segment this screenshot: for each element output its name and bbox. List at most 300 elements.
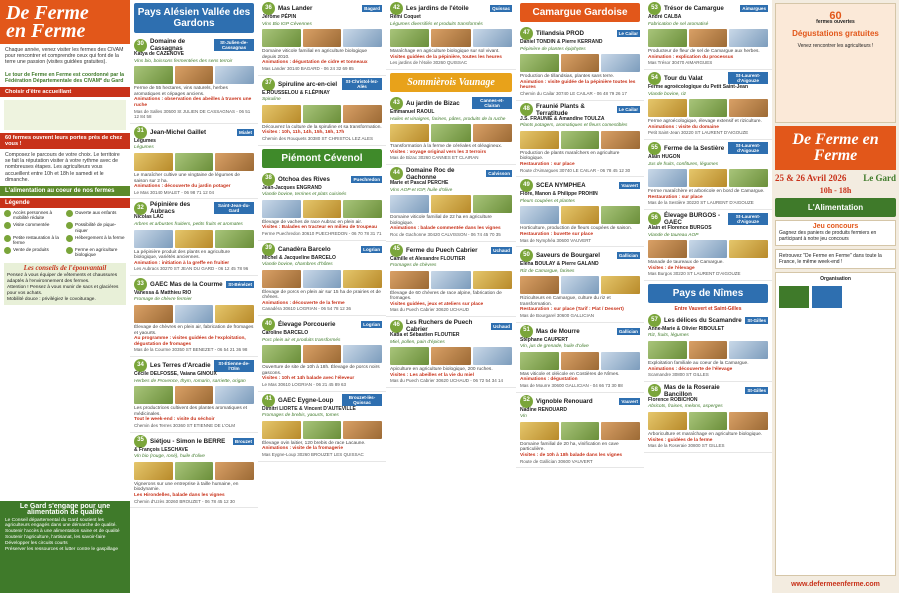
farm-number: 50 bbox=[520, 249, 533, 262]
farm-name: Siétjou - Simon le BERRE bbox=[150, 437, 226, 445]
farm-photo bbox=[601, 422, 640, 440]
farm-number: 41 bbox=[262, 394, 275, 407]
farm-photo bbox=[303, 29, 342, 47]
farm-town: Aimargues bbox=[742, 6, 766, 11]
farm-products: Viande bovine, chambres d'hôtes bbox=[262, 262, 333, 268]
farm-photo bbox=[729, 240, 768, 258]
region-header-alesien: Pays Alésien Vallée des Gardons bbox=[134, 3, 254, 33]
farm-photo bbox=[390, 124, 429, 142]
farm-number: 45 bbox=[390, 244, 403, 257]
farm-entry bbox=[386, 165, 516, 242]
farm-town: St-Gilles bbox=[747, 388, 766, 394]
farm-photos bbox=[648, 240, 768, 258]
farm-owner: Jean-Jacques ENGRAND bbox=[262, 184, 322, 191]
farm-address: Mas de la Sestière 30220 ST LAURENT D'AIGOUZE bbox=[648, 200, 754, 206]
farm-entry bbox=[130, 199, 258, 276]
cover-alim-title: L'Alimentation bbox=[775, 198, 896, 217]
farm-photo bbox=[175, 386, 214, 404]
farm-address: Route d'Aimargues 30740 LE CAILAR - 06 78 45 12 30 bbox=[520, 167, 631, 173]
farm-entry bbox=[516, 323, 644, 393]
farm-photo bbox=[561, 54, 600, 72]
farm-photos bbox=[520, 352, 640, 370]
farm-photo bbox=[215, 386, 254, 404]
farm-owner: Cécile DELFOSSE, Vaiana GINOUX bbox=[134, 371, 217, 378]
farm-photo bbox=[601, 352, 640, 370]
brand-banner bbox=[0, 0, 130, 44]
farm-photos bbox=[520, 276, 640, 294]
farm-activity: Visites : 10h, 11h, 14h, 15h, 16h, 17h bbox=[262, 130, 345, 136]
farm-description: Producteur de fleur de sel de Camargue aux herbes. bbox=[648, 49, 760, 55]
farm-photos bbox=[262, 270, 382, 288]
farm-address: Chemin des Terres 30360 ST ETIENNE DE L'OLM bbox=[134, 423, 235, 428]
farm-description: La pépinière produit des plants en agriculture biologique, variétés anciennes. bbox=[134, 249, 231, 261]
farm-address: Canadèra 30610 LOGRIAN - 06 54 78 12 36 bbox=[262, 306, 352, 312]
farm-products: Fleurs coupées et plantes bbox=[520, 198, 575, 204]
farm-header bbox=[134, 201, 254, 215]
farm-photo bbox=[561, 352, 600, 370]
farm-photo bbox=[175, 66, 214, 84]
legend-title: Légende bbox=[0, 198, 130, 208]
farm-number: 37 bbox=[262, 78, 275, 91]
farm-address: Mas du Puech Cabrier 30620 UCHAUD bbox=[390, 307, 470, 313]
cover-count-label: fermes ouvertes bbox=[816, 19, 855, 25]
engage-title: Le Gard s'engage pour une alimentation de qualité bbox=[19, 503, 111, 516]
farm-number: 34 bbox=[134, 359, 147, 372]
farm-list bbox=[644, 0, 772, 281]
cover-tagline: Venez rencontrer les agriculteurs ! bbox=[797, 43, 874, 49]
farm-entry bbox=[386, 242, 516, 318]
alimentation-bar: L'alimentation au coeur de nos fermes bbox=[0, 186, 130, 196]
choose-bar: Choisir d'être accueillant bbox=[0, 87, 130, 97]
farm-products: Viande bovine, terrines et plats cuisinés bbox=[262, 192, 347, 198]
farm-description: Élevage de porcs en plein air sur 15 ha de prairies et de chênes. bbox=[262, 289, 381, 301]
farm-photos bbox=[134, 230, 254, 248]
farm-description: Apiculture en agriculture biologique, 200 ruches. bbox=[390, 367, 493, 373]
farm-photos bbox=[648, 99, 768, 117]
farm-name: Élevage BURGOS - GAEC bbox=[664, 211, 721, 226]
farm-entry bbox=[644, 140, 772, 210]
organic-icon bbox=[66, 247, 73, 254]
farm-products: Viande de taureau AOP bbox=[648, 232, 699, 238]
brand-title-line1: De Ferme bbox=[6, 2, 89, 24]
farm-photo bbox=[262, 270, 301, 288]
farm-products: Porc plein air et produits transformés bbox=[262, 337, 341, 343]
farm-address: Les jardins de l'étoile 30260 QUISSAC bbox=[390, 60, 468, 66]
farm-photos bbox=[134, 153, 254, 171]
farm-activity: Animations : dégustation de cidre et tonneaux bbox=[262, 60, 368, 66]
farm-address: Le Mas 30140 MIALET - 06 98 71 12 04 bbox=[134, 189, 214, 195]
farm-photo bbox=[648, 169, 687, 187]
farm-name: Au jardin de Bizac bbox=[406, 99, 460, 107]
farm-entry bbox=[258, 0, 386, 76]
farm-town: Bagard bbox=[364, 6, 380, 11]
farm-photos bbox=[262, 29, 382, 47]
farm-photos bbox=[262, 200, 382, 218]
farm-photo bbox=[262, 345, 301, 363]
farm-town: Calvisson bbox=[488, 171, 510, 177]
farm-header bbox=[648, 384, 768, 398]
farm-photo bbox=[343, 270, 382, 288]
farm-photo bbox=[431, 347, 470, 365]
farm-name: Les Terres d'Arcadie bbox=[150, 362, 211, 370]
farm-town: Uchaud bbox=[493, 247, 510, 253]
farm-town: Cannes-et-Clairan bbox=[472, 97, 512, 109]
farm-owner: Alain HUGON bbox=[648, 153, 681, 160]
farm-photo bbox=[648, 341, 687, 359]
legend-item: Hébergement à la ferme bbox=[66, 235, 126, 245]
farm-products: Viande bovine, riz bbox=[648, 91, 687, 97]
farm-town: Mialet bbox=[238, 129, 252, 135]
farm-owner: Stéphane CAUPERT bbox=[520, 336, 569, 343]
farm-photos bbox=[390, 124, 512, 142]
farm-photo bbox=[601, 276, 640, 294]
cover-column bbox=[772, 0, 899, 593]
farm-photos bbox=[134, 66, 254, 84]
farm-photo bbox=[520, 276, 559, 294]
farm-number: 36 bbox=[262, 2, 275, 15]
cover-dates: 25 & 26 Avril 2026 bbox=[775, 173, 847, 183]
farm-description: Élevage ovin laitier, 120 brebis de race Lacaune. bbox=[262, 440, 366, 446]
farm-photo bbox=[601, 54, 640, 72]
farm-description: Domaine viticole familial en agriculture biologique depuis 2010. bbox=[262, 49, 368, 60]
farm-photo bbox=[648, 29, 687, 47]
farm-products: Fabrication de sel aromatisé bbox=[648, 21, 709, 27]
farm-description: Élevage de vaches de race Aubrac en plein air. bbox=[262, 219, 363, 225]
farm-activity: Les Hirondelles, balade dans les vignes bbox=[134, 492, 225, 498]
farm-name: SCEA NYMPHEA bbox=[536, 182, 586, 190]
farm-photo bbox=[520, 54, 559, 72]
farm-description: Élevage de 60 chèvres de race alpine, fabrication de fromages. bbox=[390, 290, 502, 302]
farm-name: Trésor de Camargue bbox=[664, 5, 724, 12]
farm-name: Jean-Michel Gaillet bbox=[150, 128, 207, 136]
farm-number: 35 bbox=[134, 435, 147, 448]
region-header-camargue: Camargue Gardoise bbox=[520, 3, 640, 22]
farm-activity: Visites : guidées de la ferme bbox=[648, 437, 713, 443]
logos bbox=[779, 286, 892, 308]
farm-entry bbox=[644, 210, 772, 281]
farm-town: St-Laurent-d'Aigouze bbox=[728, 72, 768, 84]
farm-photo bbox=[561, 276, 600, 294]
farm-photo bbox=[561, 131, 600, 149]
conseil-item: Pensez à vous équiper de vêtements et chaussures adaptés à l'environnement des fermes. bbox=[7, 273, 118, 285]
farm-photo bbox=[343, 345, 382, 363]
cover-panel bbox=[772, 0, 899, 593]
column-6 bbox=[644, 0, 772, 593]
conseil-item: Mobilité douce : privilégiez le covoiturage. bbox=[7, 296, 96, 302]
farm-number: 42 bbox=[390, 2, 403, 15]
column-3 bbox=[258, 0, 386, 593]
farm-header bbox=[134, 38, 254, 52]
farm-address: Chemin du Cailar 30740 LE CAILAR - 06 48 79 26 17 bbox=[520, 90, 627, 96]
farm-photo bbox=[215, 462, 254, 480]
farm-photos bbox=[134, 462, 254, 480]
picnic-icon bbox=[66, 222, 73, 229]
farm-owner: André CALBA bbox=[648, 14, 682, 20]
farm-photo bbox=[303, 200, 342, 218]
farm-number: 53 bbox=[648, 2, 661, 15]
farm-owner: Vanessa & Matthieu RIO bbox=[134, 289, 192, 296]
farm-photo bbox=[303, 105, 342, 123]
farm-photo bbox=[343, 200, 382, 218]
farm-town: St-Laurent-d'Aigouze bbox=[728, 213, 768, 225]
farm-town: Logrian bbox=[363, 322, 380, 328]
farm-list bbox=[258, 171, 386, 462]
farm-owner: Dimitri LIORTE & Vincent D'AUTEVILLE bbox=[262, 405, 356, 412]
farm-photo bbox=[473, 271, 512, 289]
farm-name: Ferme de la Sestière bbox=[664, 144, 725, 152]
farm-activity: Animations : visite de la fromagerie bbox=[262, 446, 344, 452]
farm-header bbox=[262, 394, 382, 407]
farm-number: 58 bbox=[648, 384, 661, 397]
farm-description: Découvrez la culture de la spiruline et sa transformation. bbox=[262, 124, 382, 130]
farm-photo bbox=[601, 131, 640, 149]
farm-photo bbox=[431, 271, 470, 289]
farm-activity: Au programme : visites guidées de l'exploitation, dégustation de fromages bbox=[134, 336, 246, 347]
farm-photo bbox=[601, 206, 640, 224]
farm-entry bbox=[258, 76, 386, 146]
farm-photo bbox=[134, 153, 173, 171]
farm-name: Domaine Roc de Gachonne bbox=[406, 166, 455, 181]
farm-name: Les Ruchers de Puech Cabrier bbox=[406, 319, 473, 334]
farm-address: Mas de Mourre 30600 GALLICIAN - 04 66 73 30 88 bbox=[520, 383, 623, 389]
cover-count: 60 bbox=[829, 10, 842, 22]
farm-photo bbox=[303, 421, 342, 439]
retrouvez-box bbox=[775, 249, 896, 269]
farm-address: Route de Gallician 30600 VAUVERT bbox=[520, 458, 593, 464]
farm-products: Riz, fruits, légumes bbox=[648, 333, 689, 339]
farm-photos bbox=[390, 347, 512, 365]
farm-activity: Tout le week-end : visite du séchoir bbox=[134, 417, 215, 423]
farm-products: Vins AOP et IGP, huile d'olive bbox=[390, 187, 453, 193]
farm-activity: Visites guidées, jeux et ateliers sur place bbox=[390, 301, 484, 307]
cover-hours: 10h - 18h bbox=[819, 186, 852, 195]
farm-products: Pépinière de plantes épiphytes bbox=[520, 46, 586, 52]
farm-owner: Elena BOULAY & Pierre GALAND bbox=[520, 261, 599, 268]
conseils-box bbox=[4, 263, 126, 306]
farm-photo bbox=[729, 169, 768, 187]
farm-photos bbox=[390, 195, 512, 213]
farm-name: Fraunié Plants & Terratitude bbox=[536, 102, 585, 117]
farm-description: Ferme maraîchère et arboricole en bord de Camargue. bbox=[648, 189, 765, 195]
farm-activity: Restauration : sur place (Tarif : Plat / Dessert) bbox=[520, 307, 624, 313]
farm-photos bbox=[520, 54, 640, 72]
farm-activity: Animations : observation des abeilles à travers une ruche bbox=[134, 97, 252, 108]
legend-item: Ferme en agriculture biologique bbox=[66, 247, 126, 257]
farm-photo bbox=[175, 230, 214, 248]
farm-entry bbox=[516, 247, 644, 323]
farm-activity: Animation : visite guidée de la pépinière toutes les heures bbox=[520, 79, 636, 91]
farm-photo bbox=[431, 124, 470, 142]
farm-header bbox=[390, 319, 512, 333]
farm-photo bbox=[473, 195, 512, 213]
farm-activity: Visites : Les abeilles et la vie du miel bbox=[390, 372, 474, 378]
farm-photo bbox=[648, 412, 687, 430]
farm-number: 38 bbox=[262, 173, 275, 186]
column-alesien bbox=[130, 0, 258, 593]
farm-town: St-Étienne-de-l'Olm bbox=[214, 360, 254, 372]
legend bbox=[0, 208, 130, 260]
farm-town: St-Christol-lez-Alès bbox=[342, 78, 382, 90]
farm-entry bbox=[644, 312, 772, 382]
farm-entry bbox=[258, 241, 386, 317]
farm-owner: Michel & Jacqueline BARCELO bbox=[262, 254, 336, 261]
farm-town: Saint-Jean-du-Gard bbox=[214, 202, 254, 214]
farm-photo bbox=[390, 271, 429, 289]
farm-photo bbox=[561, 206, 600, 224]
farm-entry bbox=[516, 25, 644, 101]
farm-address: Mas de Bourgarel 30600 GALLICIAN bbox=[520, 313, 595, 319]
farm-photo bbox=[134, 386, 173, 404]
engage-text: Le Conseil départemental du Gard soutient les agriculteurs engagés dans une démarche de qualité. bbox=[5, 517, 117, 529]
farm-town: Gallician bbox=[618, 253, 638, 259]
farm-number: 44 bbox=[390, 167, 403, 180]
farm-photo bbox=[262, 421, 301, 439]
farm-address: Mas Eygne-Loup 30260 BROUZET LES QUISSAC bbox=[262, 452, 364, 457]
farm-activity: Animations : découverte du jardin potager bbox=[134, 184, 231, 190]
farm-town: Vauvert bbox=[621, 398, 638, 404]
farm-number: 32 bbox=[134, 202, 147, 215]
farm-header bbox=[520, 325, 640, 338]
farm-header bbox=[134, 435, 254, 448]
farm-address: Les Aubracs 30270 ST JEAN DU GARD - 06 12 45 78 96 bbox=[134, 266, 249, 272]
farm-entry bbox=[258, 316, 386, 392]
farm-description: Transformation à la ferme de céréales et oléagineux. bbox=[390, 144, 503, 150]
farm-photo bbox=[689, 99, 728, 117]
org-box bbox=[775, 272, 896, 576]
farm-name: Saveurs de Bourgarel bbox=[536, 252, 600, 260]
farm-name: Tour du Valat bbox=[664, 74, 703, 82]
farm-name: GAEC Eygne-Loup bbox=[278, 396, 334, 404]
farm-photos bbox=[648, 412, 768, 430]
farm-products: Légumes bbox=[134, 145, 154, 151]
jeu-text: Gagnez des paniers de produits fermiers en participant à notre jeu concours bbox=[779, 230, 877, 242]
farm-entry bbox=[516, 393, 644, 469]
legend-item: Possibilité de pique-niquer bbox=[66, 222, 126, 232]
farm-products: Fromages de brebis, yaourts, tomes bbox=[262, 413, 339, 419]
farm-photo bbox=[175, 305, 214, 323]
farm-entry bbox=[386, 317, 516, 388]
farm-entry bbox=[258, 171, 386, 241]
farm-number: 43 bbox=[390, 97, 403, 110]
farm-photo bbox=[262, 200, 301, 218]
farm-address: Mas de Nymphéa 30600 VAUVERT bbox=[520, 237, 592, 243]
farm-number: 46 bbox=[390, 320, 403, 333]
farm-owner: Nicolas LAC bbox=[134, 214, 164, 221]
farm-entry bbox=[516, 101, 644, 178]
farm-town: Le Cailar bbox=[618, 107, 638, 113]
farm-entry bbox=[130, 433, 258, 509]
farm-photo bbox=[520, 422, 559, 440]
farm-name: Les jardins de l'étoile bbox=[406, 5, 469, 12]
farm-header bbox=[390, 244, 512, 257]
farm-entry bbox=[386, 0, 516, 70]
bed-icon bbox=[66, 235, 73, 242]
farm-description: Ouverture de site de 10h à 18h. Élevage de porcs noirs gascons. bbox=[262, 365, 380, 376]
jeu-box bbox=[775, 220, 896, 246]
farm-photo bbox=[561, 422, 600, 440]
farm-photo bbox=[303, 345, 342, 363]
farm-number: 51 bbox=[520, 325, 533, 338]
farm-description: Le maraîcher cultive une vingtaine de légumes de saison sur 2 ha. bbox=[134, 172, 240, 184]
farm-description: Riziculteurs en Camargue, culture du riz et transformation. bbox=[520, 296, 611, 307]
farm-entry bbox=[644, 382, 772, 453]
region-header-nimes: Pays de Nîmes bbox=[648, 284, 768, 303]
farm-products: Légumes diversifiés et produits transformés bbox=[390, 21, 483, 27]
jeu-title: Jeu concours bbox=[812, 223, 859, 230]
farm-photo bbox=[689, 169, 728, 187]
farm-photo bbox=[343, 29, 382, 47]
farm-name: Élevage Porcouerie bbox=[278, 321, 336, 329]
farm-owner: Katya de CAZENOVE bbox=[134, 51, 185, 57]
farm-products: Riz de Camargue, farines bbox=[520, 268, 575, 274]
farm-photo bbox=[729, 29, 768, 47]
farm-products: Miel, pollen, pain d'épices bbox=[390, 339, 445, 345]
farm-activity: Restauration : sur place bbox=[520, 161, 575, 167]
farm-photo bbox=[689, 341, 728, 359]
farm-products: Vin bio (rouge, rosé), huile d'olive bbox=[134, 454, 205, 460]
farm-owner: Katia et Sébastien FLOUTIER bbox=[390, 332, 460, 339]
farm-photo bbox=[473, 124, 512, 142]
farm-description: Arboriculture et maraîchage en agriculture biologique. bbox=[648, 432, 763, 438]
farm-activity: Visites : Balades en tracteur en milieu de troupeau bbox=[262, 225, 378, 231]
farm-header bbox=[390, 167, 512, 181]
farm-list bbox=[386, 95, 516, 388]
farm-description: Domaine viticole familial de 22 ha en agriculture biologique. bbox=[390, 215, 492, 226]
cover-degust: Dégustations gratuites bbox=[792, 29, 879, 38]
farm-address: Mas de la Courme 30350 ST BENEZET - 06 54 21 36 98 bbox=[134, 347, 248, 353]
farm-activity: Visites : de 10h à 18h balade dans les vignes bbox=[520, 453, 623, 458]
farm-photo bbox=[262, 29, 301, 47]
farm-header bbox=[648, 212, 768, 226]
nimes-note: Entre Vauvert et Saint-Gilles bbox=[674, 305, 742, 312]
farm-photo bbox=[343, 105, 382, 123]
farm-address: Mas du Puech Cabrier 30620 UCHAUD - 06 72 54 34 14 bbox=[390, 378, 504, 384]
farm-photo bbox=[215, 305, 254, 323]
farm-owner: Florence ROBICHON bbox=[648, 396, 698, 403]
farm-number: 31 bbox=[134, 126, 147, 139]
engage-box bbox=[0, 501, 130, 593]
farm-address: Roc de Gachonne 30420 CALVISSON - 06 74 45 70 35 bbox=[390, 231, 501, 237]
farm-number: 55 bbox=[648, 142, 661, 155]
region-header-piemont: Piémont Cévenol bbox=[262, 149, 382, 168]
farm-photo bbox=[215, 230, 254, 248]
farm-address: Mas de Bizac 30260 CANNES ET CLAIRAN bbox=[390, 155, 479, 161]
farm-entry bbox=[516, 177, 644, 247]
farm-list bbox=[130, 36, 258, 508]
farm-products: Fromages de chèvres bbox=[390, 263, 437, 269]
farm-number: 33 bbox=[134, 278, 147, 291]
civam-logo bbox=[779, 286, 809, 308]
kids-icon bbox=[66, 210, 73, 217]
farm-activity: Restauration : buvette sur place bbox=[520, 231, 594, 237]
farm-products: Arbres et arbustes fruitiers, petits fruits et aromates bbox=[134, 221, 243, 227]
farm-photo bbox=[215, 153, 254, 171]
region-header-sommierois: Sommièrois Vaunage bbox=[390, 73, 512, 92]
farm-entry bbox=[644, 70, 772, 140]
farm-name: Otchoa des Rives bbox=[278, 175, 330, 183]
farm-name: Mas Lander bbox=[278, 5, 313, 12]
farm-photo bbox=[303, 270, 342, 288]
farm-products: Plants potagers, aromatiques et fleurs comestibles bbox=[520, 123, 628, 129]
farm-activity: Animations : balade commentée dans les vignes bbox=[390, 226, 501, 232]
farm-activity: Animation : initiation à la greffe en fruitier bbox=[134, 260, 230, 266]
farm-products: Jus de fruits, confitures, légumes bbox=[648, 161, 719, 167]
farm-number: 49 bbox=[520, 179, 533, 192]
website-link[interactable]: www.defermeenferme.com bbox=[791, 581, 880, 588]
farm-name: Canadèra Barcelo bbox=[278, 245, 331, 253]
farm-description: Vignerons sur une entreprise à taille humaine, en biodynamie. bbox=[134, 481, 239, 493]
cover-meta bbox=[775, 173, 896, 183]
